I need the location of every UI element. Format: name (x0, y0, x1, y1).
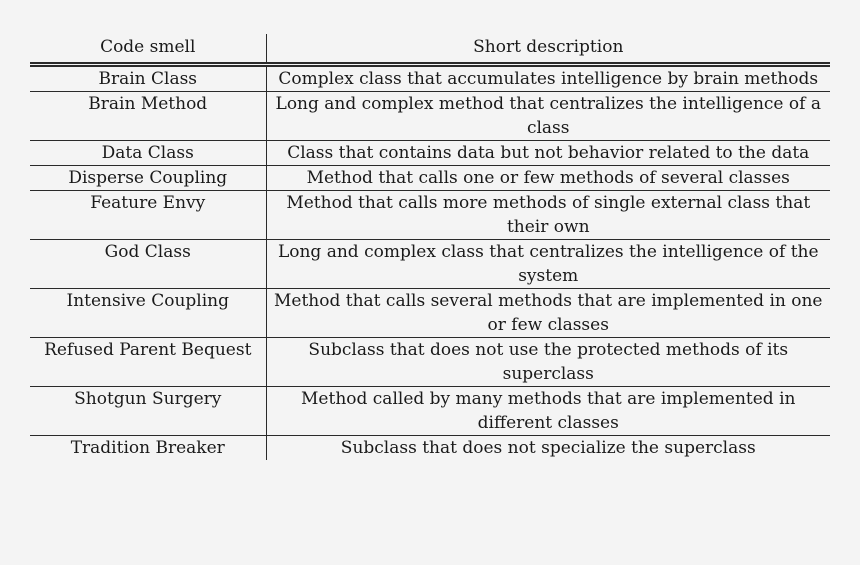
smell-description: Subclass that does not use the protected methods of its superclass (308, 340, 789, 384)
table-row (30, 166, 830, 191)
smell-name: Refused Parent Bequest (30, 338, 266, 387)
table-row (30, 240, 830, 289)
smell-description: Long and complex method that centralizes the intelligence of a class (275, 94, 821, 138)
table-row (30, 92, 830, 141)
header-code-smell: Code smell (30, 34, 266, 65)
smell-name: Shotgun Surgery (30, 387, 266, 436)
smell-description: Long and complex class that centralizes the intelligence of the system (277, 242, 819, 286)
smell-name: Data Class (30, 141, 266, 166)
code-smell-table (30, 34, 830, 460)
smell-description: Complex class that accumulates intelligence by brain methods (278, 69, 819, 89)
header-short-description: Short description (473, 37, 624, 57)
smell-description: Method called by many methods that are implemented in different classes (301, 389, 796, 433)
smell-name: Tradition Breaker (30, 436, 266, 461)
code-smell-table-container (30, 34, 830, 460)
smell-description: Method that calls several methods that are implemented in one or few classes (274, 291, 823, 335)
table-header-row (30, 34, 830, 65)
smell-description: Method that calls one or few methods of several classes (306, 168, 790, 188)
smell-description: Method that calls more methods of single external class that their own (286, 193, 811, 237)
table-row (30, 289, 830, 338)
smell-description: Class that contains data but not behavior related to the data (287, 143, 810, 163)
smell-name: Disperse Coupling (30, 166, 266, 191)
table-row (30, 338, 830, 387)
table-row (30, 387, 830, 436)
smell-name: Feature Envy (30, 191, 266, 240)
smell-name: Brain Method (30, 92, 266, 141)
smell-name: God Class (30, 240, 266, 289)
table-row (30, 436, 830, 461)
table-row (30, 191, 830, 240)
smell-name: Intensive Coupling (30, 289, 266, 338)
table-row (30, 141, 830, 166)
table-row (30, 65, 830, 92)
smell-description: Subclass that does not specialize the superclass (340, 438, 756, 458)
smell-name: Brain Class (30, 65, 266, 92)
